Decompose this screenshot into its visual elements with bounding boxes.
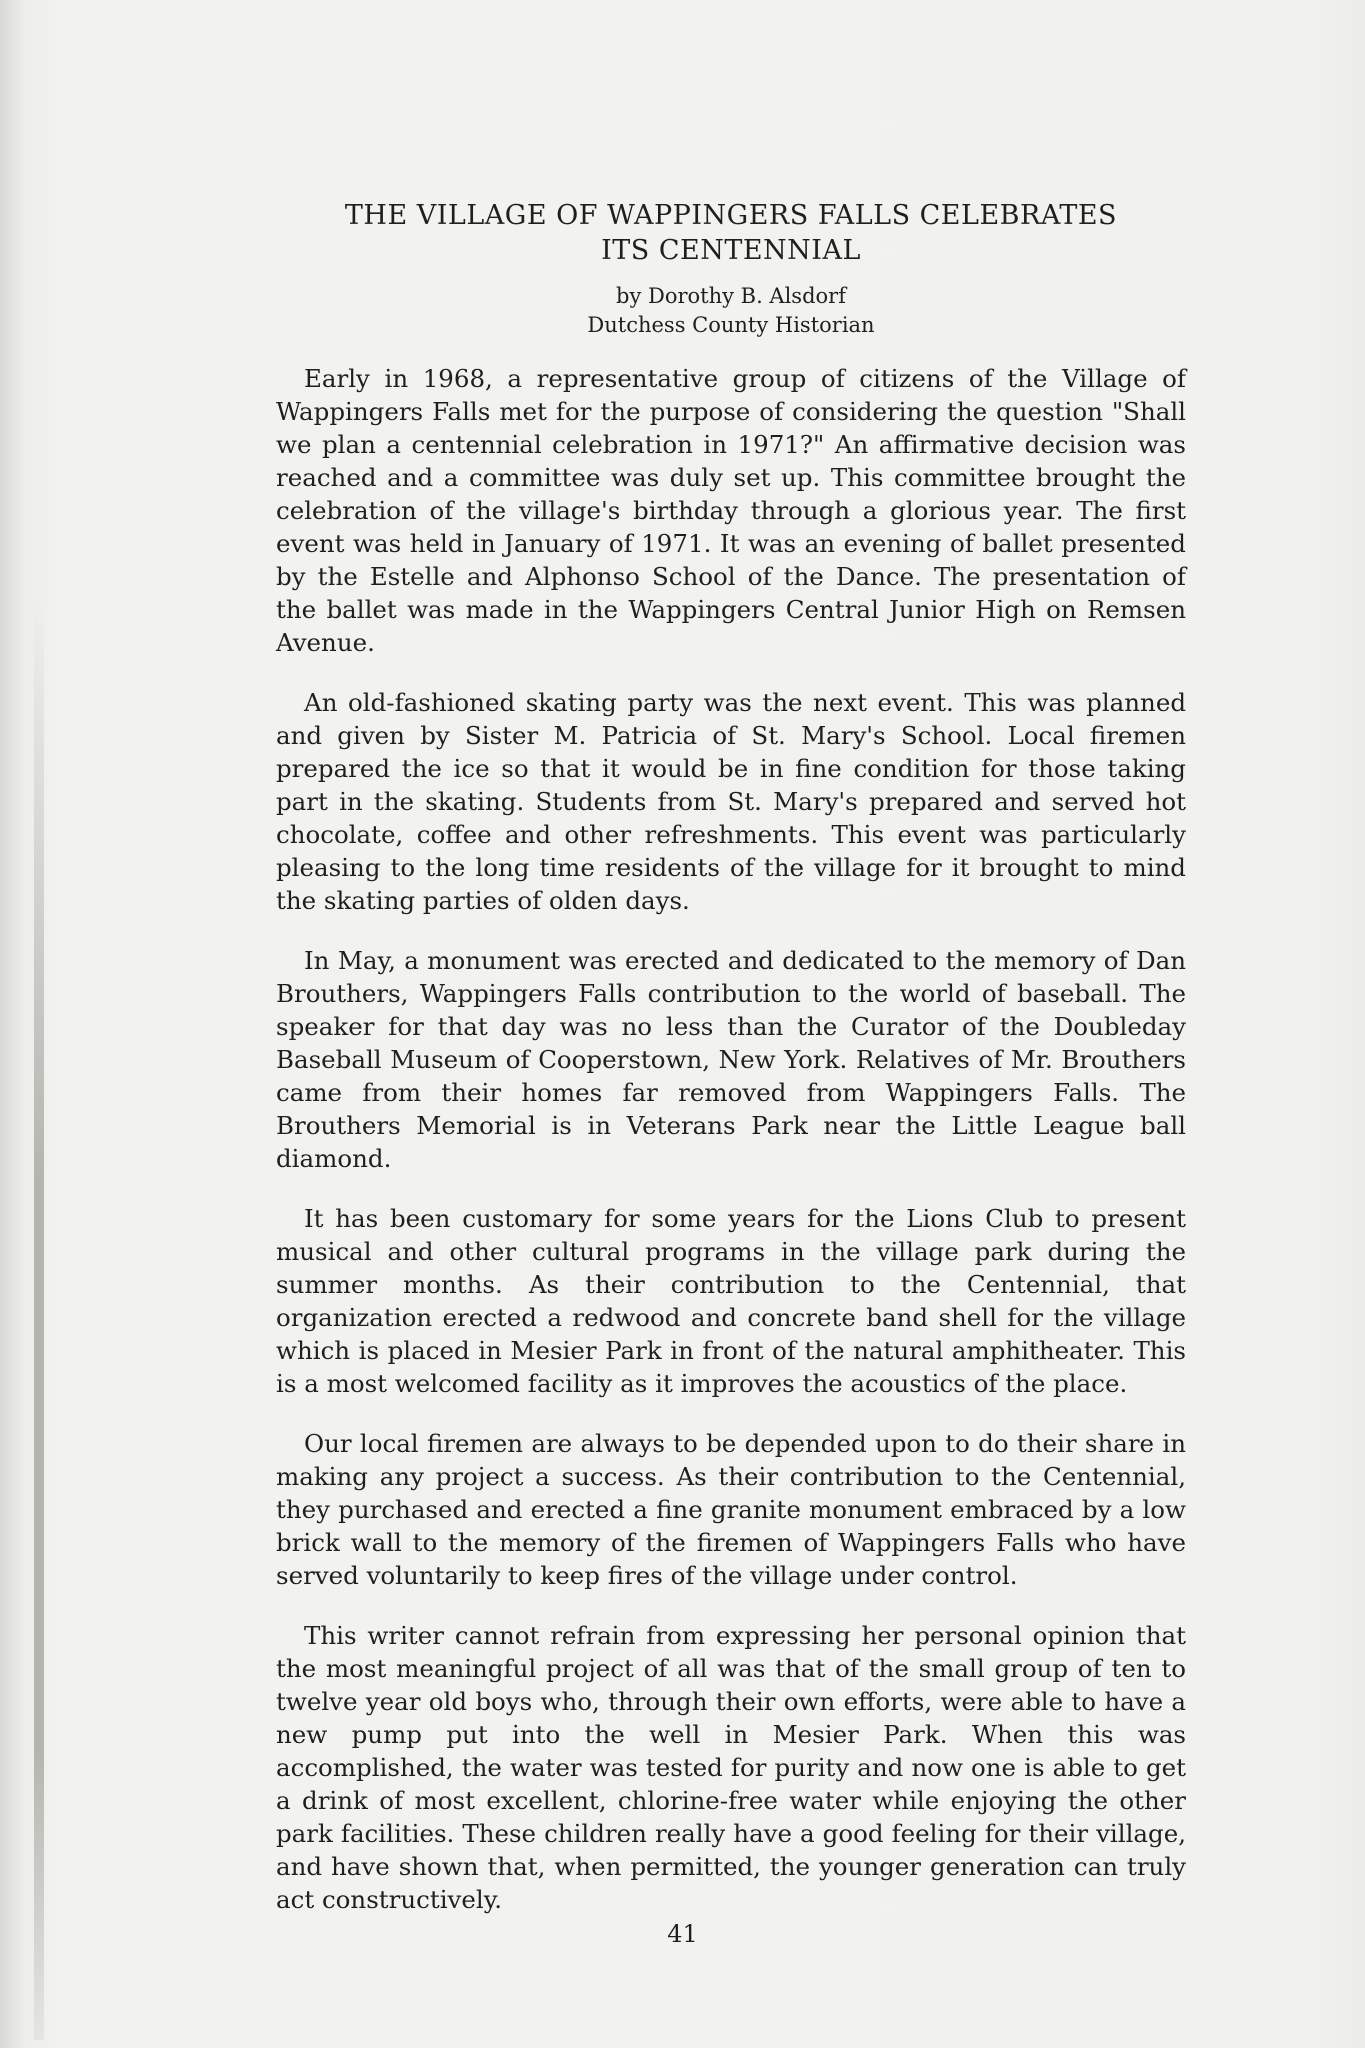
author-name: by Dorothy B. Alsdorf: [616, 284, 846, 308]
paragraph-1: Early in 1968, a representative group of citizens of the Village of Wappingers Falls met for the purpose of considering the question "Shall we plan a centennial celebration in 1971?" An affirmative decision was reached and a committee was duly set up. This committee brought the celebration of the village's birthday through a glorious year. The first event was held in January of 1971. It was an evening of ballet presented by the Estelle and Alphonso School of the Dance. The presentation of the ballet was made in the Wappingers Central Junior High on Remsen Avenue.: [276, 364, 1186, 657]
paragraph-3: In May, a monument was erected and dedicated to the memory of Dan Brouthers, Wappingers Falls contribution to the world of baseball. The speaker for that day was no less than the Curator of the Doubleday Baseball Museum of Cooperstown, New York. Relatives of Mr. Brouthers came from their homes far removed from Wappingers Falls. The Brouthers Memorial is in Veterans Park near the Little League ball diamond.: [276, 946, 1186, 1173]
page-number: 41: [667, 1920, 698, 1948]
paragraph-4: It has been customary for some years for the Lions Club to present musical and other cultural programs in the village park during the summer months. As their contribution to the Centennial, that organization erected a redwood and concrete band shell for the village which is placed in Mesier Park in front of the natural amphitheater. This is a most welcomed facility as it improves the acoustics of the place.: [276, 1204, 1186, 1398]
author-title: Dutchess County Historian: [587, 313, 875, 337]
paragraph-6: This writer cannot refrain from expressing her personal opinion that the most meaningful project of all was that of the small group of ten to twelve year old boys who, through their own efforts, were able to have a new pump put into the well in Mesier Park. When this was accomplished, the water was tested for purity and now one is able to get a drink of most excellent, chlorine-free water while enjoying the other park facilities. These children really have a good feeling for their village, and have shown that, when permitted, the younger generation can truly act constructively.: [276, 1621, 1186, 1914]
binding-shadow: [34, 600, 44, 2040]
paragraph-2: An old-fashioned skating party was the next event. This was planned and given by Sister M. Patricia of St. Mary's School. Local firemen prepared the ice so that it would be in fine condition for those taking part in the skating. Students from St. Mary's prepared and served hot chocolate, coffee and other refreshments. This event was particularly pleasing to the long time residents of the village for it brought to mind the skating parties of olden days.: [276, 688, 1186, 915]
article: [276, 198, 1186, 1916]
byline: [276, 282, 1186, 340]
title-line-1: THE VILLAGE OF WAPPINGERS FALLS CELEBRATES: [344, 200, 1118, 231]
title-line-2: ITS CENTENNIAL: [601, 235, 861, 266]
article-title: [276, 198, 1186, 268]
paragraph-5: Our local firemen are always to be depended upon to do their share in making any project a success. As their contribution to the Centennial, they purchased and erected a fine granite monument embraced by a low brick wall to the memory of the firemen of Wappingers Falls who have served voluntarily to keep fires of the village under control.: [276, 1429, 1186, 1590]
